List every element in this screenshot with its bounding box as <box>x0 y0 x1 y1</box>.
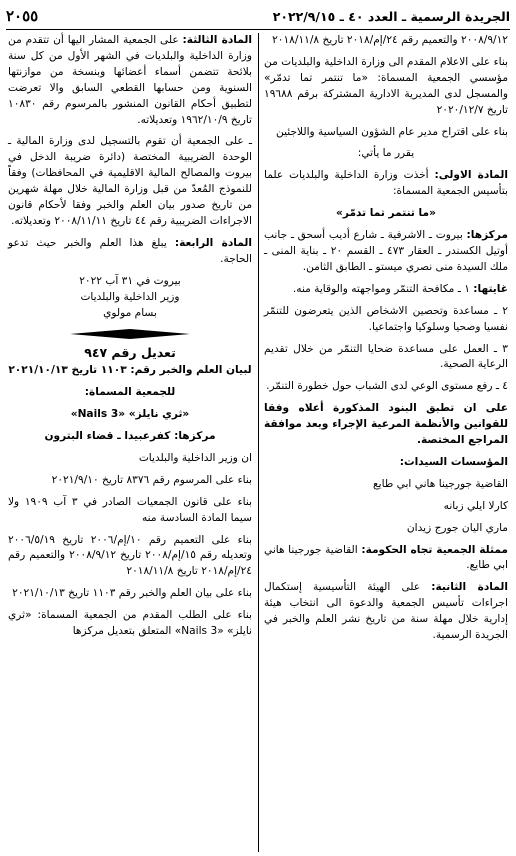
founder-name: القاضية جورجينا هاني ابي طايع <box>373 477 508 490</box>
paragraph: بناء على الاعلام المقدم الى وزارة الداخلية والبلديات من مؤسسي الجمعية المسماة: «ما تنتمر تما تدمّر» والمسجل لدى المديرية الادارية المشتركة برقم ١٩٦٨٨ تاريخ ٢٠٢٠/١٢/٧ <box>264 55 508 116</box>
goal-item: ٤ ـ رفع مستوى الوعي لدى الشباب حول خطورة التنمّر. <box>266 380 508 393</box>
paragraph: ان وزير الداخلية والبلديات <box>138 451 252 464</box>
paragraph: ٢٠٠٨/٩/١٢ والتعميم رقم ٢٤/إم/٢٠١٨ تاريخ ٢٠١٨/١١/٨ <box>272 34 508 46</box>
publication-line: الجريدة الرسمية ـ العدد ٤٠ ـ ٢٠٢٢/٩/١٥ <box>272 8 510 24</box>
rep-label: ممثلة الجمعية تجاه الحكومة: <box>361 543 508 556</box>
article-text: يبلغ هذا العلم والخبر حيث تدعو الحاجة. <box>8 236 252 265</box>
signature-block <box>8 274 252 322</box>
article-2 <box>264 580 508 644</box>
paragraph: بناء على اقتراح مدير عام الشؤون السياسية واللاجئين <box>276 125 508 138</box>
paragraph: بناء على بيان العلم والخبر رقم ١١٠٣ تاريخ ٢٠٢١/١٠/١٣ <box>12 587 252 600</box>
article-4 <box>8 236 252 268</box>
amendment-subtitle: للجمعية المسماة: <box>84 386 176 399</box>
goals <box>264 282 508 298</box>
column-divider <box>258 33 259 852</box>
founder-name: ماري اليان جورج زيدان <box>406 521 508 534</box>
goals-label: غايتها: <box>473 282 508 295</box>
article-text: على الهيئة التأسيسية إستكمال اجراءات تأسيس الجمعية والدعوة الى انتخاب هيئة إدارية خلال مهلة سنة من تاريخ نشر العلم والخبر في الجريدة الرسمية. <box>264 581 508 642</box>
goal-item: ٣ ـ العمل على مساعدة ضحايا التنمّر من خلال تقديم الرعاية الصحية. <box>264 342 508 371</box>
founder-name: كارلا ايلي زبانه <box>443 499 508 512</box>
hq-text: بيروت ـ الاشرفية ـ شارع أديب أسحق ـ جانب أوتيل الكسندر ـ العقار ٤٧٣ ـ القسم ٢٠ ـ بناية المنى ـ ملك السيدة منى نصري ميستو ـ الطابق الثامن. <box>264 229 508 273</box>
amendment-title: تعديل رقم ٩٤٧ <box>84 345 176 361</box>
article-text: أخذت وزارة الداخلية والبلديات علما بتأسيس الجمعية المسماة: <box>264 169 508 198</box>
rep-text: القاضية جورجينا هاني ابي طايع. <box>264 543 508 572</box>
paragraph: بناء على قانون الجمعيات الصادر في ٣ آب ١٩٠٩ ولا سيما المادة السادسة منه <box>8 495 252 524</box>
header-rule <box>6 29 510 30</box>
amendment-hq: مركزها: كفرعبيدا ـ قضاء البترون <box>44 430 216 443</box>
minister-title: وزير الداخلية والبلديات <box>80 290 180 303</box>
goal-item: ١ ـ مكافحة التنمّر ومواجهته والوقاية منه. <box>292 282 470 295</box>
minister-name: بسام مولوي <box>103 306 157 319</box>
paragraph: بناء على المرسوم رقم ٨٣٧٦ تاريخ ٢٠٢١/٩/١٠ <box>51 473 252 486</box>
article-1 <box>264 168 508 200</box>
decision-heading: يقرر ما يأتي: <box>357 147 415 160</box>
goal-item: ٢ ـ مساعدة وتحصين الاشخاص الذين يتعرضون للتنمّر نفسيا وصحيا وسلوكيا واجتماعيا. <box>264 304 508 333</box>
right-column <box>264 33 508 650</box>
representative <box>264 543 508 575</box>
article-label: المادة الثانية: <box>431 581 508 594</box>
article-3 <box>8 33 252 128</box>
paragraph: بناء على التعميم رقم ١٠/إم/٢٠٠٦ تاريخ ٢٠٠٦/٥/١٩ وتعديله رقم ١٥/إم/٢٠٠٨ تاريخ ٢٠٠٨/٩/١٢ والتعميم رقم ٢٤/إم/٢٠١٨ تاريخ ٢٠١٨/١١/٨ <box>8 533 252 578</box>
amendment-subtitle: لبيان العلم والخبر رقم: ١١٠٣ تاريخ ٢٠٢١/١٠/١٣ <box>8 364 252 377</box>
article-label: المادة الاولى: <box>434 169 509 182</box>
page-number: ٢٠٥٥ <box>6 7 39 25</box>
article-label: المادة الرابعة: <box>174 236 252 249</box>
association-name: «ما تنتمر تما تدمّر» <box>336 207 436 220</box>
paragraph: ـ على الجمعية أن تقوم بالتسجيل لدى وزارة المالية ـ الوحدة الضريبية المختصة (دائرة ضريبة الدخل في بيروت والمصالح المالية الاقليمية في المحافظات) وفقاً للنموذج المُعدّ من قبل وزارة المالية خلال مهلة شهرين من تاريخ صدور بيان العلم والخبر وفقا لأحكام قانون الاجراءات الضريبية رقم ٤٤ تاريخ ٢٠٠٨/١١/١١ وتعديلاته. <box>8 135 252 227</box>
hq-label: مركزها: <box>466 229 508 242</box>
page-header <box>6 5 510 27</box>
amendment-association-name: «ثري نايلز» «3 Nails» <box>70 408 190 421</box>
section-divider <box>70 329 190 339</box>
conditions-clause: على ان تطبق البنود المذكورة أعلاه وفقا للقوانين والأنظمة المرعية الإجراء وبعد موافقة المراجع المختصة. <box>264 402 508 447</box>
article-label: المادة الثالثة: <box>182 34 252 46</box>
article-text: على الجمعية المشار اليها أن تتقدم من وزارة الداخلية والبلديات في الشهر الأول من كل سنة بلائحة تتضمن أسماء أعضائها وبنسخة من موازنتها السنوية ومن حسابها القطعي السابق والا تعرضت لتطبيق أحكام القانون المنشور بالمرسوم رقم ١٠٨٣٠ تاريخ ١٩٦٢/١٠/٩ وتعديلاته. <box>8 34 252 126</box>
date-line: بيروت في ٣١ آب ٢٠٢٢ <box>79 274 181 287</box>
left-column <box>8 33 252 646</box>
paragraph: بناء على الطلب المقدم من الجمعية المسماة: «ثري نايلز» «3 Nails» المتعلق بتعديل مركزها <box>8 609 252 638</box>
founders-label: المؤسسات السيدات: <box>399 455 508 468</box>
headquarters <box>264 228 508 276</box>
